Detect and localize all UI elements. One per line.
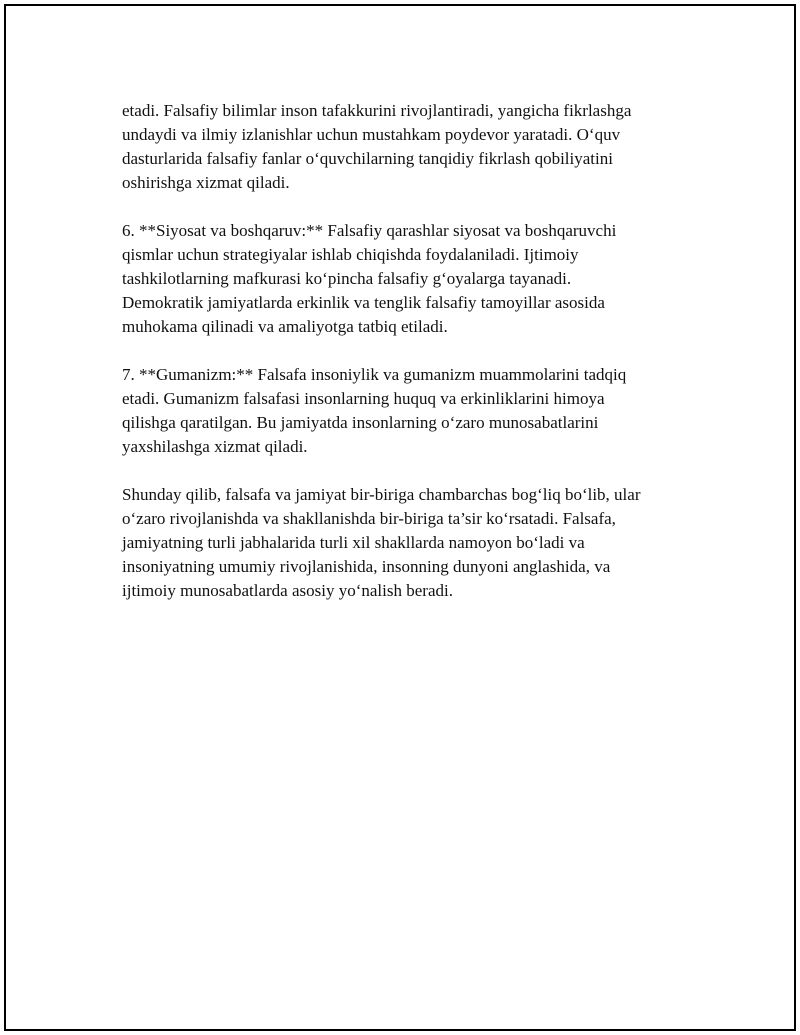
page-frame xyxy=(4,4,796,1031)
paragraph-siyosat: 6. **Siyosat va boshqaruv:** Falsafiy qarashlar siyosat va boshqaruvchi qismlar uchun strategiyalar ishlab chiqishda foydalaniladi. Ijtimoiy tashkilotlarning mafkurasi ko‘pincha falsafiy g‘oyalarga tayanadi. Demokratik jamiyatlarda erkinlik va tenglik falsafiy tamoyillar asosida muhokama qilinadi va amaliyotga tatbiq etiladi. xyxy=(122,221,617,336)
paragraph-gumanizm: 7. **Gumanizm:** Falsafa insoniylik va gumanizm muammolarini tadqiq etadi. Gumanizm falsafasi insonlarning huquq va erkinliklarini himoya qilishga qaratilgan. Bu jamiyatda insonlarning o‘zaro munosabatlarini yaxshilashga xizmat qiladi. xyxy=(122,365,627,456)
paragraph-continuation: etadi. Falsafiy bilimlar inson tafakkurini rivojlantiradi, yangicha fikrlashga undaydi va ilmiy izlanishlar uchun mustahkam poydevor yaratadi. O‘quv dasturlarida falsafiy fanlar o‘quvchilarning tanqidiy fikrlash qobiliyatini oshirishga xizmat qiladi. xyxy=(122,101,632,192)
document-body xyxy=(122,99,712,627)
paragraph-conclusion: Shunday qilib, falsafa va jamiyat bir-biriga chambarchas bog‘liq bo‘lib, ular o‘zaro rivojlanishda va shakllanishda bir-biriga ta’sir ko‘rsatadi. Falsafa, jamiyatning turli jabhalarida turli xil shakllarda namoyon bo‘ladi va insoniyatning umumiy rivojlanishida, insonning dunyoni anglashida, va ijtimoiy munosabatlarda asosiy yo‘nalish beradi. xyxy=(122,485,641,600)
